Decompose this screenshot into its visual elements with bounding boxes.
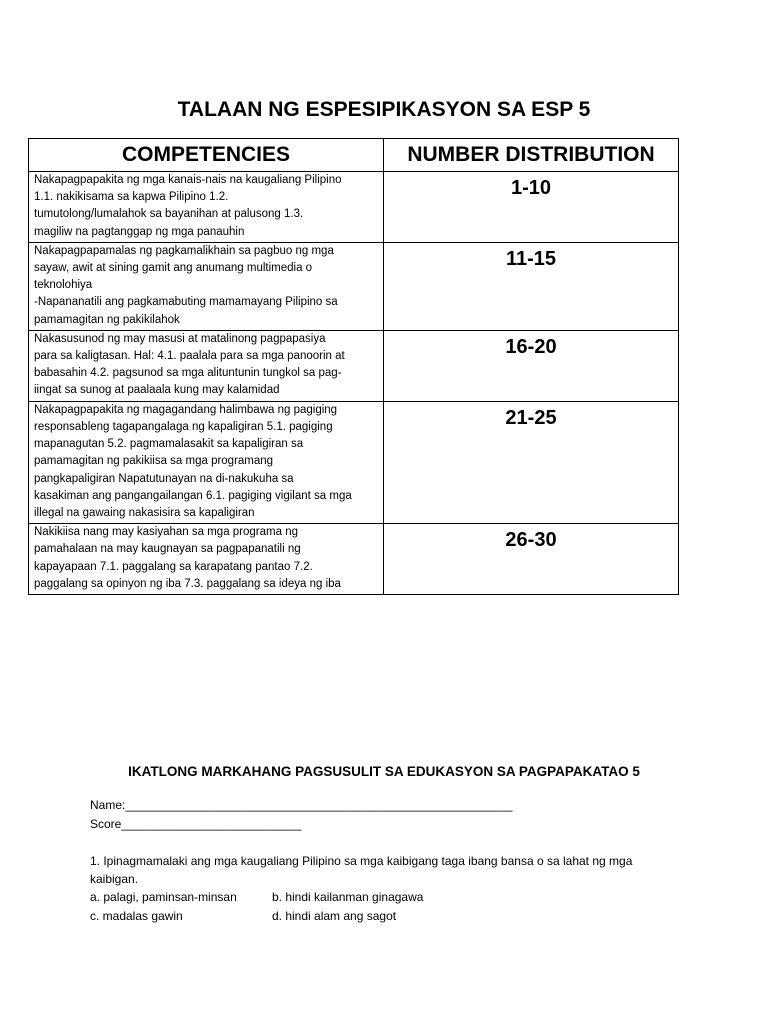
competency-cell: Nakapagpapakita ng mga kanais-nais na kaugaliang Pilipino 1.1. nakikisama sa kapwa Pilipino 1.2. tumutolong/lumalahok sa bayanihan at palusong 1.3. magiliw na pagtanggap ng mga panauhin [29,172,384,243]
table-row [29,242,679,330]
number-distribution-header: NUMBER DISTRIBUTION [384,139,679,172]
choice-d: d. hindi alam ang sagot [272,909,397,923]
distribution-cell: 21-25 [384,401,679,523]
choice-c: c. madalas gawin [90,909,183,923]
document-title: TALAAN NG ESPESIPIKASYON SA ESP 5 [177,98,591,121]
distribution-cell: 1-10 [384,172,679,243]
table-row [29,524,679,595]
choice-b: b. hindi kailanman ginagawa [272,890,424,904]
distribution-cell: 11-15 [384,242,679,330]
table-header-row [29,139,679,172]
competency-cell: Nakasusunod ng may masusi at matalinong pagpapasiya para sa kaligtasan. Hal: 4.1. paalala para sa mga panoorin at babasahin 4.2. pagsunod sa mga alituntunin tungkol sa pag- iingat sa sunog at paalaala kung may kalamidad [29,330,384,401]
question-1: 1. Ipinagmamalaki ang mga kaugaliang Pilipino sa mga kaibigang taga ibang bansa o sa lahat ng mga kaibigan. [90,854,633,886]
specification-table [28,138,679,595]
choice-a: a. palagi, paminsan-minsan [90,890,237,904]
competency-cell: Nakikiisa nang may kasiyahan sa mga programa ng pamahalaan na may kaugnayan sa pagpapanatili ng kapayapaan 7.1. paggalang sa karapatang pantao 7.2. paggalang sa opinyon ng iba 7.3. paggalang sa ideya ng iba [29,524,384,595]
competency-cell: Nakapagpapakita ng magagandang halimbawa ng pagiging responsableng tagapangalaga ng kapaligiran 5.1. pagiging mapanagutan 5.2. pagmamalasakit sa kapaligiran sa pamamagitan ng pakikiisa sa mga programang pangkapaligiran Napatutunayan na di-nakukuha sa kasakiman ang pangangailangan 6.1. pagiging vigilant sa mga illegal na gawaing nakasisira sa kapaligiran [29,401,384,523]
table-row [29,401,679,523]
table-row [29,172,679,243]
name-field-line: Name:__________________________________________________________ [90,798,513,812]
competency-cell: Nakapagpapamalas ng pagkamalikhain sa pagbuo ng mga sayaw, awit at sining gamit ang anumang multimedia o teknolohiya -Napananatili ang pagkamabuting mamamayang Pilipino sa pamamagitan ng pakikilahok [29,242,384,330]
table-row [29,330,679,401]
competencies-header: COMPETENCIES [29,139,384,172]
score-field-line: Score___________________________ [90,817,302,831]
exam-title: IKATLONG MARKAHANG PAGSUSULIT SA EDUKASYON SA PAGPAPAKATAO 5 [128,764,640,779]
distribution-cell: 26-30 [384,524,679,595]
distribution-cell: 16-20 [384,330,679,401]
